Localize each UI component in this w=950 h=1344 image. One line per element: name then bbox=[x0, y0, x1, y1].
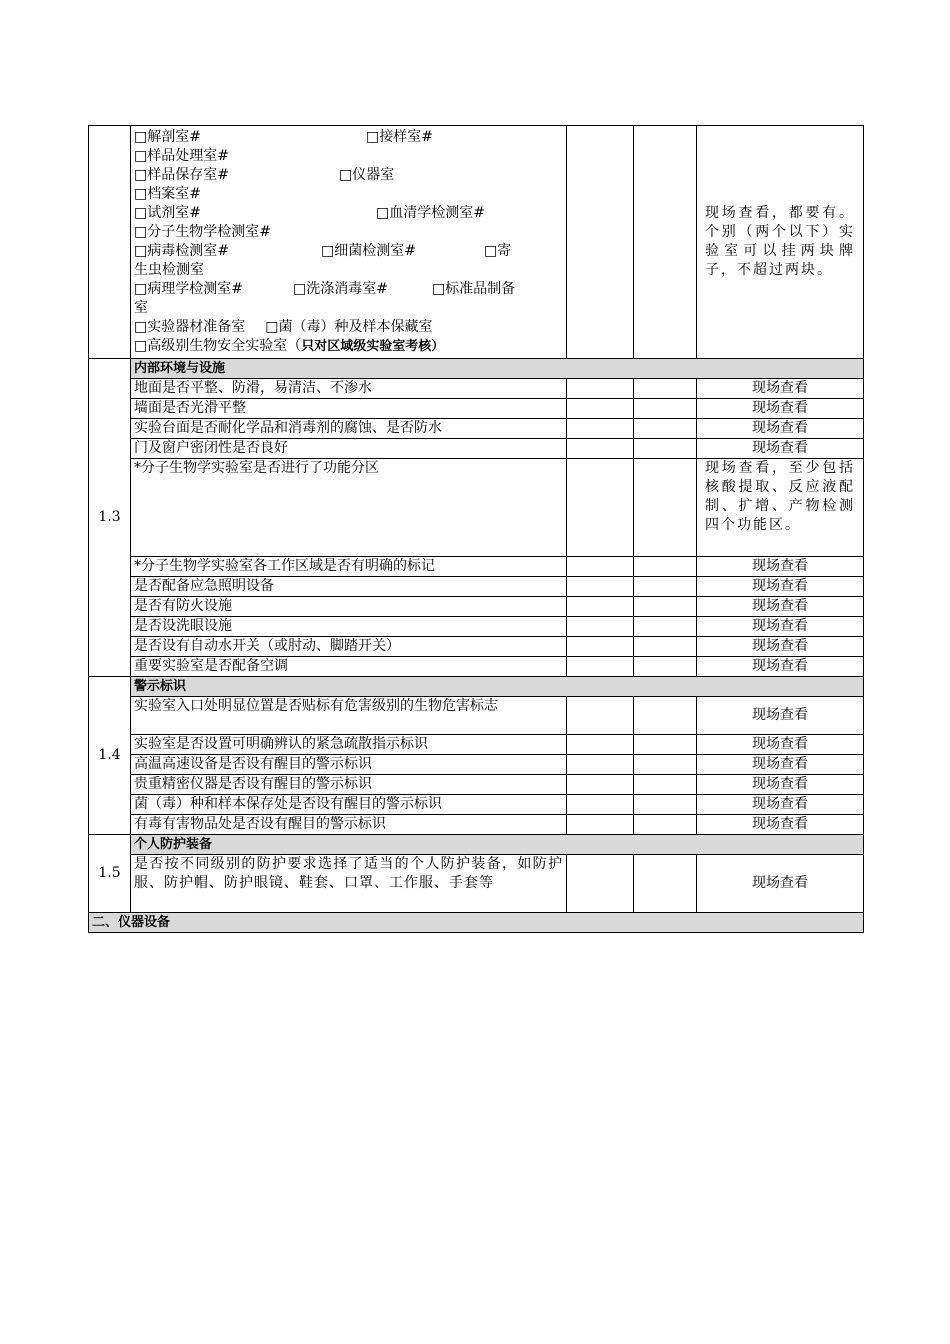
section-2-header-row bbox=[89, 913, 864, 933]
item-1-4-3: 高温高速设备是否设有醒目的警示标识 bbox=[131, 755, 567, 775]
check-cell: 现场查看 bbox=[697, 855, 864, 913]
item-1-3-9: 是否设洗眼设施 bbox=[131, 617, 567, 637]
item-1-3-8: 是否有防火设施 bbox=[131, 597, 567, 617]
rooms-col3 bbox=[567, 126, 634, 359]
room-option: □细菌检测室# bbox=[320, 243, 416, 259]
rooms-line bbox=[134, 261, 563, 280]
room-option: □标准品制备 bbox=[431, 281, 516, 297]
room-option: □洗涤消毒室# bbox=[292, 281, 388, 297]
check-cell: 现场查看 bbox=[697, 775, 864, 795]
item-1-3-4: 门及窗户密闭性是否良好 bbox=[131, 439, 567, 459]
room-option: □血清学检测室# bbox=[375, 205, 485, 221]
item-1-4-6: 有毒有害物品处是否设有醒目的警示标识 bbox=[131, 815, 567, 835]
item-1-4-2: 实验室是否设置可明确辨认的紧急疏散指示标识 bbox=[131, 735, 567, 755]
room-option: □档案室# bbox=[134, 186, 201, 202]
rooms-line bbox=[134, 128, 563, 147]
rooms-line bbox=[134, 242, 563, 261]
rooms-note: 现场查看，都要有。个别（两个以下）实验室可以挂两块牌子，不超过两块。 bbox=[697, 126, 864, 359]
check-cell: 现场查看 bbox=[697, 815, 864, 835]
item-1-3-7: 是否配备应急照明设备 bbox=[131, 577, 567, 597]
rooms-line-last: □高级别生物安全实验室（只对区域级实验室考核） bbox=[134, 338, 445, 354]
item-1-3-1: 地面是否平整、防滑，易清洁、不渗水 bbox=[131, 379, 567, 399]
rooms-line bbox=[134, 318, 563, 337]
zone-note: 现场查看，至少包括核酸提取、反应液配制、扩增、产物检测四个功能区。 bbox=[697, 459, 864, 557]
check-cell: 现场查看 bbox=[697, 637, 864, 657]
rooms-line bbox=[134, 223, 563, 242]
room-option: □寄 bbox=[483, 243, 512, 259]
section-1-4-number: 1.4 bbox=[89, 677, 131, 835]
check-cell: 现场查看 bbox=[697, 379, 864, 399]
room-option: □病理学检测室# bbox=[134, 281, 243, 297]
rooms-num-cell bbox=[89, 126, 131, 359]
rooms-line bbox=[134, 147, 563, 166]
item-1-4-1: 实验室入口处明显位置是否贴标有危害级别的生物危害标志 bbox=[131, 697, 567, 735]
section-1-4-header-row bbox=[89, 677, 864, 697]
room-option: 生虫检测室 bbox=[134, 262, 204, 278]
rooms-col4 bbox=[634, 126, 697, 359]
inspection-table bbox=[88, 125, 864, 933]
check-cell: 现场查看 bbox=[697, 657, 864, 677]
item-1-3-3: 实验台面是否耐化学品和消毒剂的腐蚀、是否防水 bbox=[131, 419, 567, 439]
section-1-4-header: 警示标识 bbox=[131, 677, 864, 697]
room-option: □分子生物学检测室# bbox=[134, 224, 271, 240]
rooms-list bbox=[131, 126, 567, 359]
check-cell: 现场查看 bbox=[697, 439, 864, 459]
rooms-row bbox=[89, 126, 864, 359]
item-1-3-11: 重要实验室是否配备空调 bbox=[131, 657, 567, 677]
section-1-3-header: 内部环境与设施 bbox=[131, 359, 864, 379]
room-option: □样品保存室# bbox=[134, 167, 229, 183]
rooms-line bbox=[134, 204, 563, 223]
rooms-line bbox=[134, 185, 563, 204]
rooms-line bbox=[134, 280, 563, 299]
room-option: □接样室# bbox=[365, 129, 433, 145]
room-option: □解剖室# bbox=[134, 129, 201, 145]
check-cell: 现场查看 bbox=[697, 597, 864, 617]
check-cell: 现场查看 bbox=[697, 795, 864, 815]
item-1-3-6: *分子生物学实验室各工作区域是否有明确的标记 bbox=[131, 557, 567, 577]
section-1-3-header-row bbox=[89, 359, 864, 379]
rooms-line bbox=[134, 299, 563, 318]
item-1-5-1: 是否按不同级别的防护要求选择了适当的个人防护装备，如防护服、防护帽、防护眼镜、鞋套、口罩、工作服、手套等 bbox=[131, 855, 567, 913]
item-1-3-10: 是否设有自动水开关（或肘动、脚踏开关） bbox=[131, 637, 567, 657]
room-option: □样品处理室# bbox=[134, 148, 229, 164]
check-cell: 现场查看 bbox=[697, 697, 864, 735]
item-1-3-5: *分子生物学实验室是否进行了功能分区 bbox=[131, 459, 567, 557]
room-option: □病毒检测室# bbox=[134, 243, 229, 259]
check-cell: 现场查看 bbox=[697, 399, 864, 419]
check-cell: 现场查看 bbox=[697, 419, 864, 439]
room-option: □试剂室# bbox=[134, 205, 201, 221]
section-1-3-number: 1.3 bbox=[89, 359, 131, 677]
room-option: □实验器材准备室 bbox=[134, 319, 246, 335]
rooms-line bbox=[134, 166, 563, 185]
room-option: 室 bbox=[134, 300, 148, 316]
check-cell: 现场查看 bbox=[697, 577, 864, 597]
section-1-5-header-row bbox=[89, 835, 864, 855]
item-1-4-5: 菌（毒）种和样本保存处是否设有醒目的警示标识 bbox=[131, 795, 567, 815]
check-cell: 现场查看 bbox=[697, 617, 864, 637]
item-1-4-4: 贵重精密仪器是否设有醒目的警示标识 bbox=[131, 775, 567, 795]
section-1-5-number: 1.5 bbox=[89, 835, 131, 913]
section-2-header: 二、仪器设备 bbox=[89, 913, 864, 933]
item-1-3-2: 墙面是否光滑平整 bbox=[131, 399, 567, 419]
check-cell: 现场查看 bbox=[697, 735, 864, 755]
room-option: □菌（毒）种及样本保藏室 bbox=[265, 319, 433, 335]
room-option: □仪器室 bbox=[338, 167, 395, 183]
check-cell: 现场查看 bbox=[697, 755, 864, 775]
check-cell: 现场查看 bbox=[697, 557, 864, 577]
section-1-5-header: 个人防护装备 bbox=[131, 835, 864, 855]
